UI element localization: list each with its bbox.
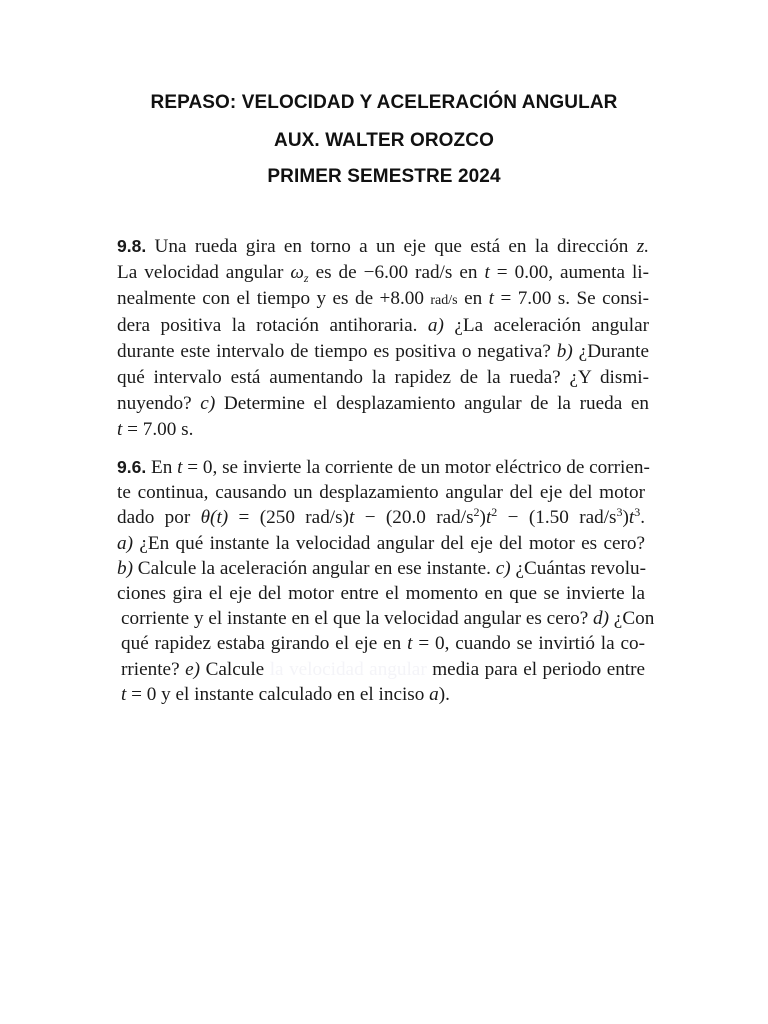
problem-9-8 [117, 234, 649, 442]
problem-line: qué intervalo está aumentando la rapidez de la rueda? ¿Y dismi- [117, 366, 649, 388]
problem-line: a) ¿En qué instante la velocidad angular del eje del motor es cero? [117, 532, 646, 554]
faded-text: la velocidad angular [269, 658, 427, 680]
problem-line: qué rapidez estaba girando el eje en t = 0, cuando se invirtió la co- [121, 633, 645, 655]
problem-line: La velocidad angular $\omega_z$ es de −6.00 rad/s en t = 0.00, aumenta li- [117, 261, 650, 285]
problem-line: ciones gira el eje del motor entre el momento en que se invierte la [117, 583, 645, 605]
problem-line: te continua, causando un desplazamiento angular del eje del motor [117, 482, 645, 504]
problem-line: corriente y el instante en el que la velocidad angular es cero? d) ¿Con [121, 608, 655, 630]
problem-line: rriente? e) Calcule la velocidad angular media para el periodo entre [121, 658, 646, 680]
problem-line: 9.8. Una rueda gira en torno a un eje que está en la dirección z. [117, 236, 649, 257]
problem-9-6 [117, 455, 655, 707]
document-title: REPASO: VELOCIDAD Y ACELERACIÓN ANGULAR [150, 92, 618, 113]
problem-line: 9.6. En t = 0, se invierte la corriente de un motor eléctrico de corrien- [117, 457, 650, 478]
problem-line: durante este intervalo de tiempo es positiva o negativa? b) ¿Durante [117, 341, 649, 363]
problem-line: dera positiva la rotación antihoraria. a) ¿La aceleración angular [117, 315, 649, 337]
problem-line: b) Calcule la aceleración angular en ese instante. c) ¿Cuántas revolu- [117, 557, 647, 579]
problem-number: 9.8. [117, 236, 147, 256]
document-author: AUX. WALTER OROZCO [274, 130, 494, 151]
problem-line: dado por θ(t) = (250 rad/s)t − (20.0 rad/$s^2)t^2 - (1.50$ rad/$s^3)t^3$. [117, 505, 646, 529]
document-semester: PRIMER SEMESTRE 2024 [267, 166, 501, 187]
problem-line: nuyendo? c) Determine el desplazamiento angular de la rueda en [117, 392, 650, 414]
problem-line: t = 7.00 s. [117, 418, 194, 440]
problem-line: nealmente con el tiempo y es de +8.00 rad/s en t = 7.00 s. Se consi- [117, 287, 649, 309]
problem-number: 9.6. [117, 457, 147, 477]
problem-line: t = 0 y el instante calculado en el inciso a). [121, 683, 450, 705]
